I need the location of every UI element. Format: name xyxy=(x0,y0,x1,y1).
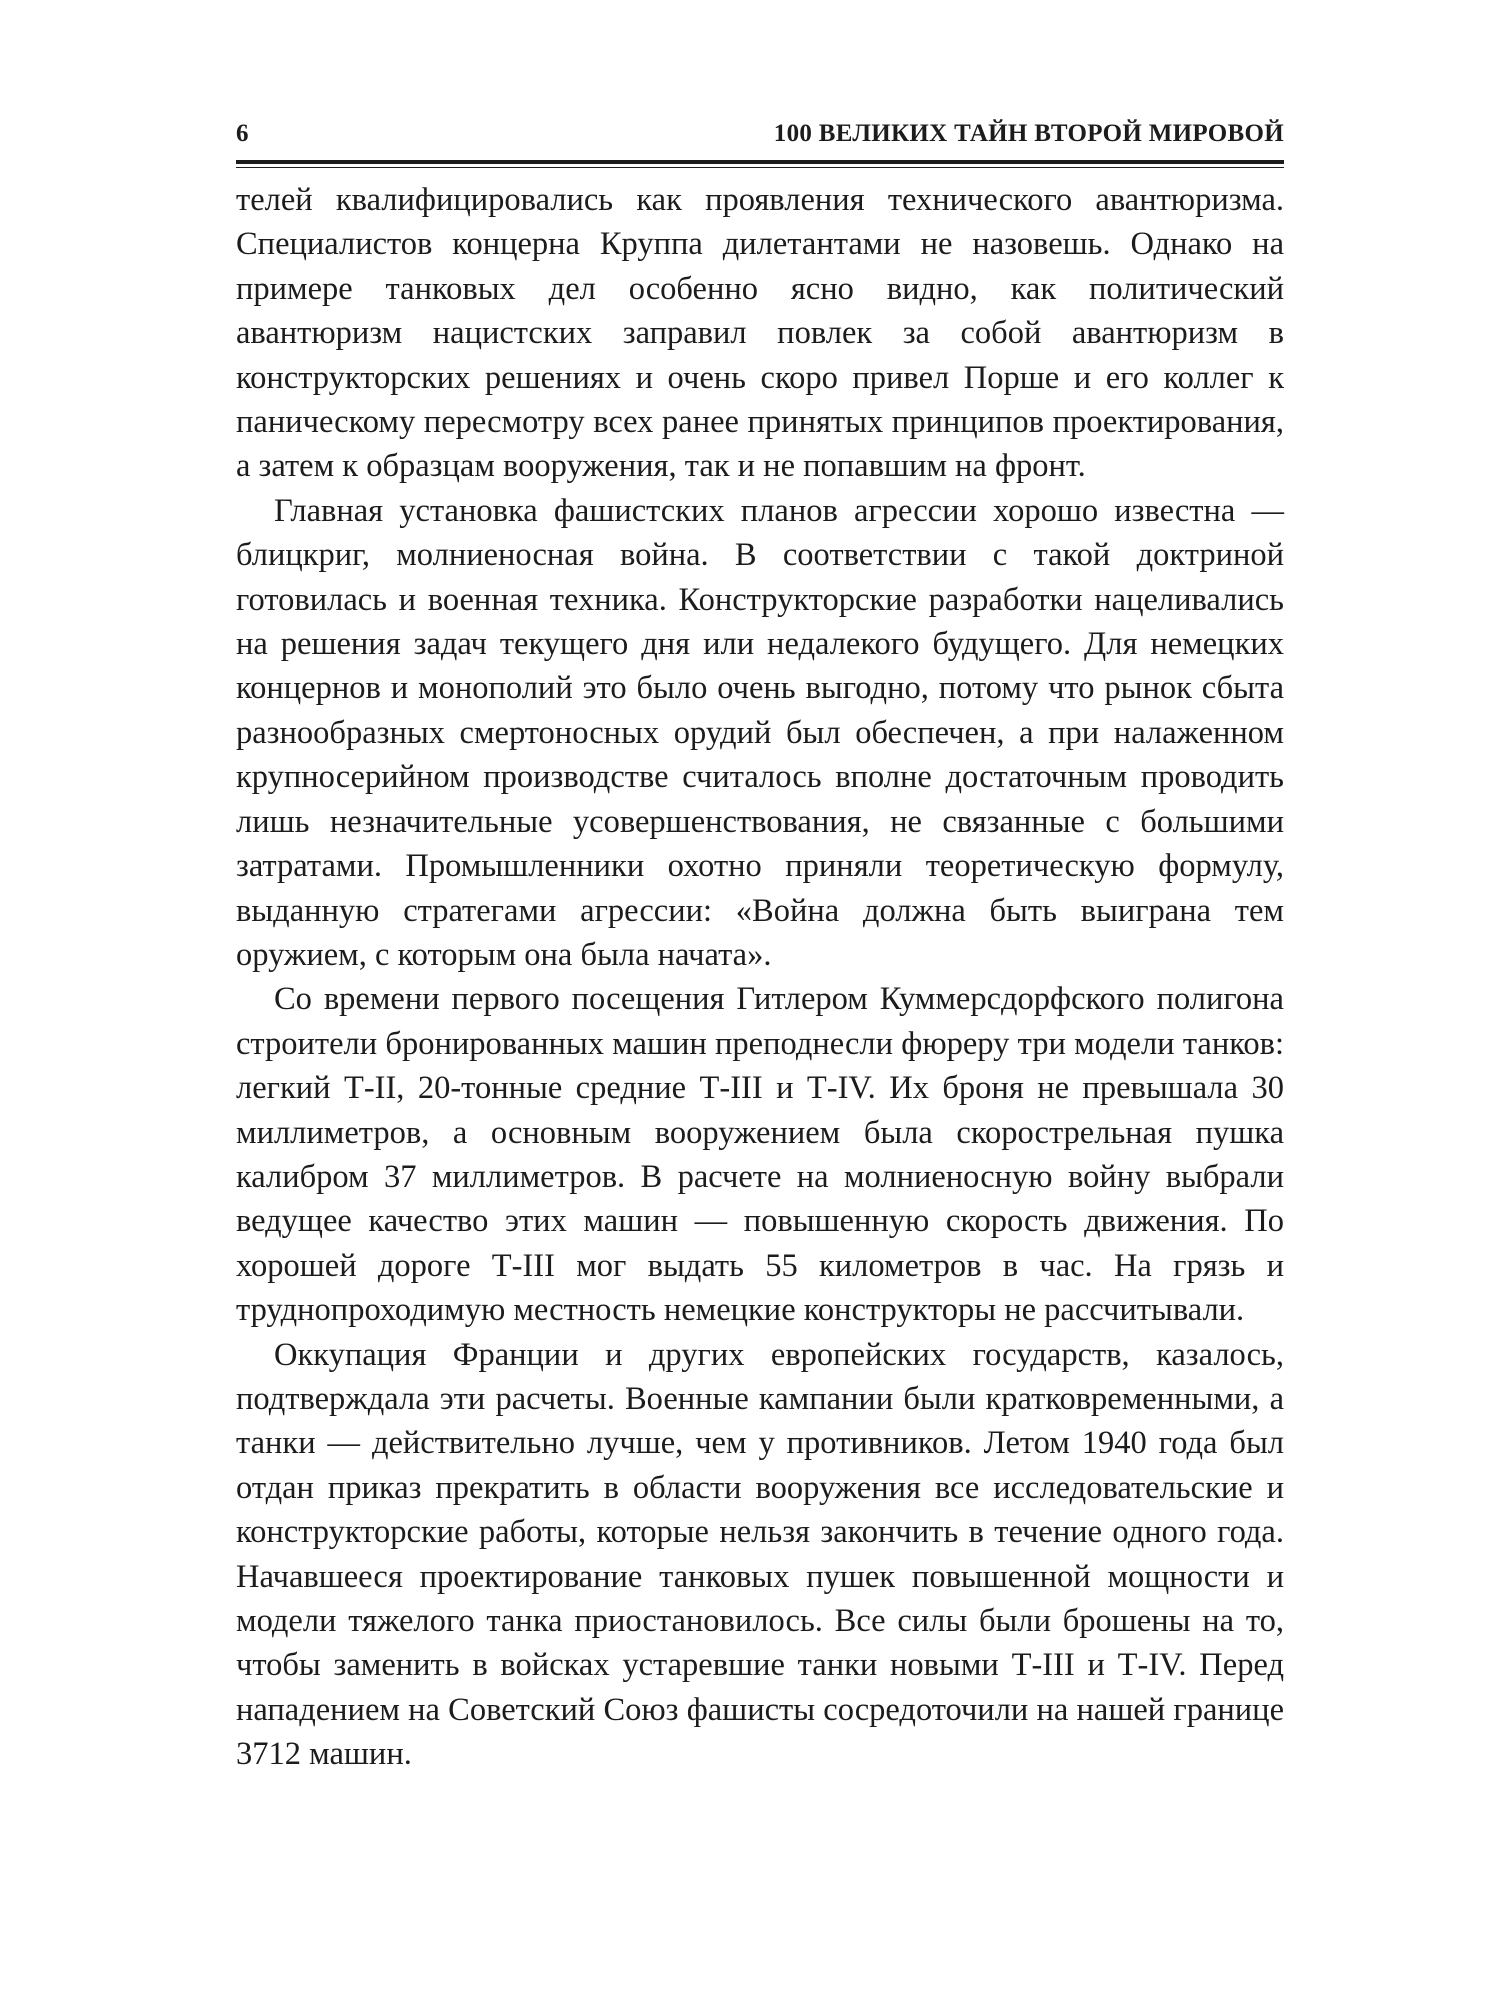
paragraph-2: Главная установка фашистских планов агрессии хорошо известна — блицкриг, молниеносная война. В соответствии с такой доктриной готовилась и военная техника. Конструкторские разработки нацеливались на решения задач текущего дня или недалекого будущего. Для немецких концернов и монополий это было очень выгодно, потому что рынок сбыта разнообразных смертоносных орудий был обеспечен, а при налаженном крупносерийном производстве считалось вполне достаточным проводить лишь незначительные усовершенствования, не связанные с большими затратами. Промышленники охотно приняли теоретическую формулу, выданную стратегами агрессии: «Война должна быть выиграна тем оружием, с которым она была начата». xyxy=(236,492,1284,973)
paragraph-4: Оккупация Франции и других европейских государств, казалось, подтверждала эти расчеты. Военные кампании были кратковременными, а танки — действительно лучше, чем у противников. Летом 1940 года был отдан приказ прекратить в области вооружения все исследовательские и конструкторские работы, которые нельзя закончить в течение одного года. Начавшееся проектирование танковых пушек повышенной мощности и модели тяжелого танка приостановилось. Все силы были брошены на то, чтобы заменить в войсках устаревшие танки новыми Т-III и Т-IV. Перед нападением на Советский Союз фашисты сосредоточили на нашей границе 3712 машин. xyxy=(236,1336,1284,1773)
body-text xyxy=(236,178,1284,1777)
running-head xyxy=(236,112,1284,156)
header-rule xyxy=(236,160,1284,168)
paragraph-3: Со времени первого посещения Гитлером Куммерсдорфского полигона строители бронированных машин преподнесли фюреру три модели танков: легкий Т-II, 20-тонные средние Т-III и Т-IV. Их броня не превышала 30 миллиметров, а основным вооружением была скорострельная пушка калибром 37 миллиметров. В расчете на молниеносную войну выбрали ведущее качество этих машин — повышенную скорость движения. По хорошей дороге Т-III мог выдать 55 километров в час. На грязь и труднопроходимую местность немецкие конструкторы не рассчитывали. xyxy=(236,981,1284,1329)
paragraph-1: телей квалифицировались как проявления технического авантюризма. Специалистов концерна Круппа дилетантами не назовешь. Однако на примере танковых дел особенно ясно видно, как политический авантюризм нацистских заправил повлек за собой авантюризм в конструкторских решениях и очень скоро привел Порше и его коллег к паническому пересмотру всех ранее принятых принципов проектирования, а затем к образцам вооружения, так и не попавшим на фронт. xyxy=(236,182,1284,485)
book-page xyxy=(236,112,1284,1777)
page-number: 6 xyxy=(236,120,249,147)
book-title: 100 ВЕЛИКИХ ТАЙН ВТОРОЙ МИРОВОЙ xyxy=(773,120,1284,147)
